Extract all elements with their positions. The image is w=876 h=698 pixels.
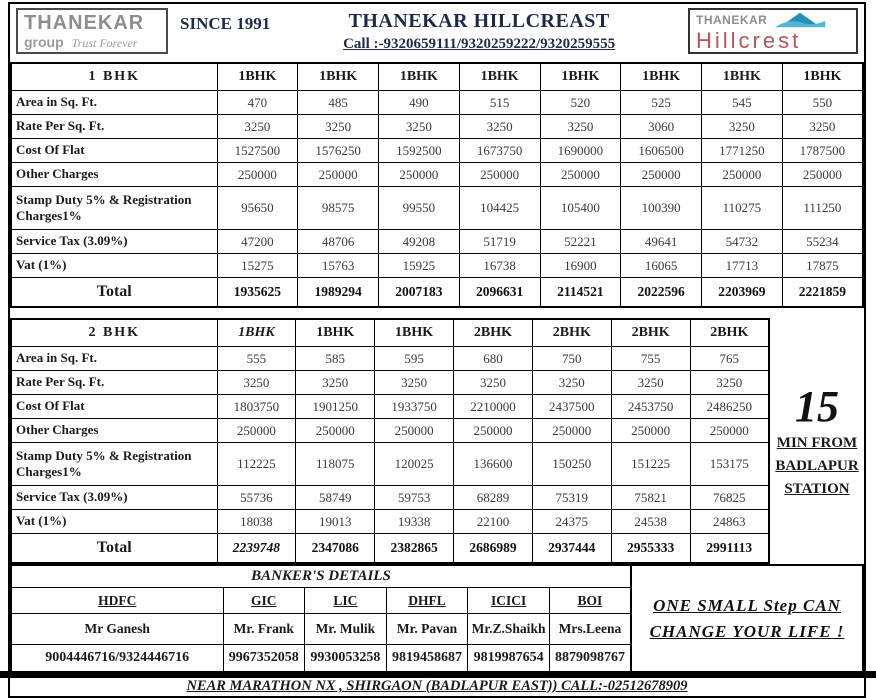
bank-contact-phone: 9930053258 bbox=[305, 645, 387, 673]
bank-contact-name: Mr.Z.Shaikh bbox=[468, 614, 550, 645]
value-cell: 250000 bbox=[375, 419, 454, 443]
value-cell: 2239748 bbox=[217, 534, 296, 564]
data-row bbox=[11, 163, 863, 187]
value-cell: 151225 bbox=[611, 443, 690, 486]
promo-line-1: ONE SMALL Step CAN bbox=[653, 595, 841, 615]
value-cell: 15925 bbox=[379, 254, 460, 278]
hillcrest-name-text: Hillcrest bbox=[696, 28, 802, 53]
value-cell: 100390 bbox=[621, 187, 702, 230]
column-header: 1BHK bbox=[298, 63, 379, 91]
bankers-table-row bbox=[11, 588, 631, 614]
value-cell: 3250 bbox=[217, 115, 298, 139]
distance-number: 15 bbox=[795, 381, 839, 431]
value-cell: 1771250 bbox=[702, 139, 783, 163]
value-cell: 250000 bbox=[540, 163, 621, 187]
value-cell: 680 bbox=[454, 347, 533, 371]
row-label: Cost Of Flat bbox=[11, 395, 217, 419]
data-row bbox=[11, 187, 863, 230]
row-label: Total bbox=[11, 278, 217, 308]
value-cell: 1690000 bbox=[540, 139, 621, 163]
value-cell: 3250 bbox=[532, 371, 611, 395]
value-cell: 120025 bbox=[375, 443, 454, 486]
bank-name: DHFL bbox=[386, 588, 468, 614]
value-cell: 98575 bbox=[298, 187, 379, 230]
logo-brand-text: THANEKAR bbox=[24, 12, 145, 34]
row-label: Vat (1%) bbox=[11, 254, 217, 278]
value-cell: 250000 bbox=[217, 163, 298, 187]
bank-contact-phone: 9819458687 bbox=[386, 645, 468, 673]
bankers-table-row bbox=[11, 614, 631, 645]
value-cell: 1673750 bbox=[459, 139, 540, 163]
mountain-wave-icon bbox=[771, 11, 829, 29]
value-cell: 485 bbox=[298, 91, 379, 115]
value-cell: 104425 bbox=[459, 187, 540, 230]
thanekar-group-logo bbox=[16, 8, 168, 54]
bankers-table bbox=[10, 564, 632, 673]
value-cell: 2937444 bbox=[532, 534, 611, 564]
row-label: Area in Sq. Ft. bbox=[11, 347, 217, 371]
value-cell: 112225 bbox=[217, 443, 296, 486]
value-cell: 2114521 bbox=[540, 278, 621, 308]
footer-address-text: NEAR MARATHON NX , SHIRGAON (BADLAPUR EAST)) CALL:-02512678909 bbox=[186, 678, 688, 694]
bank-contact-name: Mr. Pavan bbox=[386, 614, 468, 645]
value-cell: 2955333 bbox=[611, 534, 690, 564]
value-cell: 1606500 bbox=[621, 139, 702, 163]
column-header: 1BHK bbox=[459, 63, 540, 91]
second-table-row bbox=[10, 318, 864, 564]
value-cell: 2096631 bbox=[459, 278, 540, 308]
value-cell: 3250 bbox=[611, 371, 690, 395]
bank-contact-name: Mr Ganesh bbox=[11, 614, 223, 645]
column-header: 2BHK bbox=[690, 319, 769, 347]
value-cell: 2203969 bbox=[702, 278, 783, 308]
value-cell: 595 bbox=[375, 347, 454, 371]
since-label: SINCE 1991 bbox=[180, 14, 271, 33]
value-cell: 1527500 bbox=[217, 139, 298, 163]
value-cell: 250000 bbox=[611, 419, 690, 443]
value-cell: 3250 bbox=[375, 371, 454, 395]
value-cell: 490 bbox=[379, 91, 460, 115]
value-cell: 19338 bbox=[375, 510, 454, 534]
price-table-1bhk bbox=[10, 62, 864, 308]
column-header: 1BHK bbox=[782, 63, 863, 91]
value-cell: 1935625 bbox=[217, 278, 298, 308]
row-label: Area in Sq. Ft. bbox=[11, 91, 217, 115]
value-cell: 1803750 bbox=[217, 395, 296, 419]
section-label: 1 BHK bbox=[11, 63, 217, 91]
header bbox=[10, 4, 864, 62]
value-cell: 250000 bbox=[702, 163, 783, 187]
value-cell: 49641 bbox=[621, 230, 702, 254]
value-cell: 250000 bbox=[217, 419, 296, 443]
value-cell: 2007183 bbox=[379, 278, 460, 308]
column-header: 1BHK bbox=[540, 63, 621, 91]
value-cell: 250000 bbox=[459, 163, 540, 187]
value-cell: 3250 bbox=[217, 371, 296, 395]
value-cell: 51719 bbox=[459, 230, 540, 254]
value-cell: 18038 bbox=[217, 510, 296, 534]
value-cell: 15275 bbox=[217, 254, 298, 278]
value-cell: 52221 bbox=[540, 230, 621, 254]
row-label: Service Tax (3.09%) bbox=[11, 230, 217, 254]
data-row bbox=[11, 443, 769, 486]
row-label: Vat (1%) bbox=[11, 510, 217, 534]
bank-contact-phone: 8879098767 bbox=[549, 645, 631, 673]
logo-tagline: Trust Forever bbox=[71, 36, 138, 50]
value-cell: 2486250 bbox=[690, 395, 769, 419]
value-cell: 76825 bbox=[690, 486, 769, 510]
value-cell: 58749 bbox=[296, 486, 375, 510]
bank-contact-name: Mr. Frank bbox=[223, 614, 305, 645]
row-label: Total bbox=[11, 534, 217, 564]
column-header: 1BHK bbox=[375, 319, 454, 347]
value-cell: 2686989 bbox=[454, 534, 533, 564]
value-cell: 2221859 bbox=[782, 278, 863, 308]
value-cell: 1787500 bbox=[782, 139, 863, 163]
value-cell: 515 bbox=[459, 91, 540, 115]
value-cell: 250000 bbox=[532, 419, 611, 443]
value-cell: 153175 bbox=[690, 443, 769, 486]
total-row bbox=[11, 534, 769, 564]
value-cell: 470 bbox=[217, 91, 298, 115]
bottom-black-bar bbox=[0, 671, 876, 678]
row-label: Stamp Duty 5% & Registration Charges1% bbox=[11, 187, 217, 230]
bank-contact-phone: 9819987654 bbox=[468, 645, 550, 673]
hillcrest-brand-text: THANEKAR bbox=[696, 13, 768, 27]
distance-line-1: MIN FROM bbox=[776, 434, 858, 451]
total-row bbox=[11, 278, 863, 308]
value-cell: 3250 bbox=[454, 371, 533, 395]
value-cell: 250000 bbox=[298, 163, 379, 187]
value-cell: 17875 bbox=[782, 254, 863, 278]
value-cell: 250000 bbox=[454, 419, 533, 443]
value-cell: 16065 bbox=[621, 254, 702, 278]
promo-line-2: CHANGE YOUR LIFE ! bbox=[649, 621, 845, 641]
value-cell: 55736 bbox=[217, 486, 296, 510]
data-row bbox=[11, 139, 863, 163]
data-row bbox=[11, 510, 769, 534]
value-cell: 250000 bbox=[690, 419, 769, 443]
value-cell: 24375 bbox=[532, 510, 611, 534]
value-cell: 2991113 bbox=[690, 534, 769, 564]
column-header: 2BHK bbox=[611, 319, 690, 347]
value-cell: 765 bbox=[690, 347, 769, 371]
row-label: Rate Per Sq. Ft. bbox=[11, 371, 217, 395]
page-title: THANEKAR HILLCREAST bbox=[348, 10, 610, 32]
value-cell: 24863 bbox=[690, 510, 769, 534]
value-cell: 250000 bbox=[296, 419, 375, 443]
value-cell: 2210000 bbox=[454, 395, 533, 419]
value-cell: 545 bbox=[702, 91, 783, 115]
call-numbers: Call :-9320659111/9320259222/9320259555 bbox=[343, 36, 616, 52]
value-cell: 555 bbox=[217, 347, 296, 371]
value-cell: 49208 bbox=[379, 230, 460, 254]
value-cell: 2437500 bbox=[532, 395, 611, 419]
column-header: 2BHK bbox=[532, 319, 611, 347]
value-cell: 3250 bbox=[702, 115, 783, 139]
row-label: Cost Of Flat bbox=[11, 139, 217, 163]
distance-line-2: BADLAPUR bbox=[775, 457, 859, 474]
value-cell: 2022596 bbox=[621, 278, 702, 308]
row-label: Other Charges bbox=[11, 163, 217, 187]
price-table-2bhk bbox=[10, 318, 770, 564]
column-header: 1BHK bbox=[217, 63, 298, 91]
column-header: 1BHK bbox=[296, 319, 375, 347]
value-cell: 3060 bbox=[621, 115, 702, 139]
bank-name: LIC bbox=[305, 588, 387, 614]
value-cell: 68289 bbox=[454, 486, 533, 510]
value-cell: 75319 bbox=[532, 486, 611, 510]
bankers-title: BANKER'S DETAILS bbox=[11, 565, 631, 588]
distance-line-3: STATION bbox=[784, 480, 850, 497]
data-row bbox=[11, 254, 863, 278]
value-cell: 111250 bbox=[782, 187, 863, 230]
value-cell: 3250 bbox=[782, 115, 863, 139]
row-label: Service Tax (3.09%) bbox=[11, 486, 217, 510]
value-cell: 3250 bbox=[540, 115, 621, 139]
data-row bbox=[11, 419, 769, 443]
value-cell: 250000 bbox=[782, 163, 863, 187]
column-header: 1BHK bbox=[621, 63, 702, 91]
value-cell: 110275 bbox=[702, 187, 783, 230]
value-cell: 24538 bbox=[611, 510, 690, 534]
column-header: 1BHK bbox=[702, 63, 783, 91]
row-label: Other Charges bbox=[11, 419, 217, 443]
bank-name: HDFC bbox=[11, 588, 223, 614]
table-gap bbox=[10, 308, 864, 318]
value-cell: 2453750 bbox=[611, 395, 690, 419]
bank-name: BOI bbox=[549, 588, 631, 614]
value-cell: 17713 bbox=[702, 254, 783, 278]
data-row bbox=[11, 486, 769, 510]
column-header: 1BHK bbox=[379, 63, 460, 91]
value-cell: 3250 bbox=[296, 371, 375, 395]
value-cell: 3250 bbox=[459, 115, 540, 139]
section-label: 2 BHK bbox=[11, 319, 217, 347]
value-cell: 585 bbox=[296, 347, 375, 371]
bankers-row bbox=[10, 564, 864, 673]
station-distance-callout bbox=[770, 318, 864, 564]
bank-name: GIC bbox=[223, 588, 305, 614]
data-row bbox=[11, 91, 863, 115]
value-cell: 47200 bbox=[217, 230, 298, 254]
data-row bbox=[11, 230, 863, 254]
value-cell: 1576250 bbox=[298, 139, 379, 163]
value-cell: 250000 bbox=[621, 163, 702, 187]
value-cell: 525 bbox=[621, 91, 702, 115]
bank-contact-phone: 9004446716/9324446716 bbox=[11, 645, 223, 673]
table-header-row bbox=[11, 319, 769, 347]
value-cell: 59753 bbox=[375, 486, 454, 510]
value-cell: 22100 bbox=[454, 510, 533, 534]
value-cell: 520 bbox=[540, 91, 621, 115]
value-cell: 15763 bbox=[298, 254, 379, 278]
value-cell: 1901250 bbox=[296, 395, 375, 419]
value-cell: 250000 bbox=[379, 163, 460, 187]
value-cell: 75821 bbox=[611, 486, 690, 510]
value-cell: 150250 bbox=[532, 443, 611, 486]
value-cell: 105400 bbox=[540, 187, 621, 230]
logo-sub-text: group bbox=[24, 34, 64, 50]
value-cell: 48706 bbox=[298, 230, 379, 254]
value-cell: 55234 bbox=[782, 230, 863, 254]
value-cell: 136600 bbox=[454, 443, 533, 486]
hillcrest-logo bbox=[688, 8, 858, 54]
column-header: 1BHK bbox=[217, 319, 296, 347]
value-cell: 1933750 bbox=[375, 395, 454, 419]
bankers-table-row bbox=[11, 565, 631, 588]
row-label: Rate Per Sq. Ft. bbox=[11, 115, 217, 139]
bank-contact-name: Mr. Mulik bbox=[305, 614, 387, 645]
data-row bbox=[11, 115, 863, 139]
header-center bbox=[270, 8, 688, 53]
promo-box bbox=[630, 564, 864, 673]
value-cell: 16738 bbox=[459, 254, 540, 278]
value-cell: 3250 bbox=[298, 115, 379, 139]
value-cell: 750 bbox=[532, 347, 611, 371]
bank-name: ICICI bbox=[468, 588, 550, 614]
price-sheet bbox=[8, 2, 866, 698]
bank-contact-phone: 9967352058 bbox=[223, 645, 305, 673]
value-cell: 755 bbox=[611, 347, 690, 371]
value-cell: 3250 bbox=[379, 115, 460, 139]
table-header-row bbox=[11, 63, 863, 91]
value-cell: 16900 bbox=[540, 254, 621, 278]
value-cell: 95650 bbox=[217, 187, 298, 230]
bank-contact-name: Mrs.Leena bbox=[549, 614, 631, 645]
data-row bbox=[11, 395, 769, 419]
value-cell: 54732 bbox=[702, 230, 783, 254]
value-cell: 1989294 bbox=[298, 278, 379, 308]
row-label: Stamp Duty 5% & Registration Charges1% bbox=[11, 443, 217, 486]
column-header: 2BHK bbox=[454, 319, 533, 347]
value-cell: 2347086 bbox=[296, 534, 375, 564]
value-cell: 2382865 bbox=[375, 534, 454, 564]
value-cell: 550 bbox=[782, 91, 863, 115]
value-cell: 3250 bbox=[690, 371, 769, 395]
value-cell: 1592500 bbox=[379, 139, 460, 163]
data-row bbox=[11, 347, 769, 371]
value-cell: 19013 bbox=[296, 510, 375, 534]
data-row bbox=[11, 371, 769, 395]
value-cell: 118075 bbox=[296, 443, 375, 486]
value-cell: 99550 bbox=[379, 187, 460, 230]
bankers-table-row bbox=[11, 645, 631, 673]
